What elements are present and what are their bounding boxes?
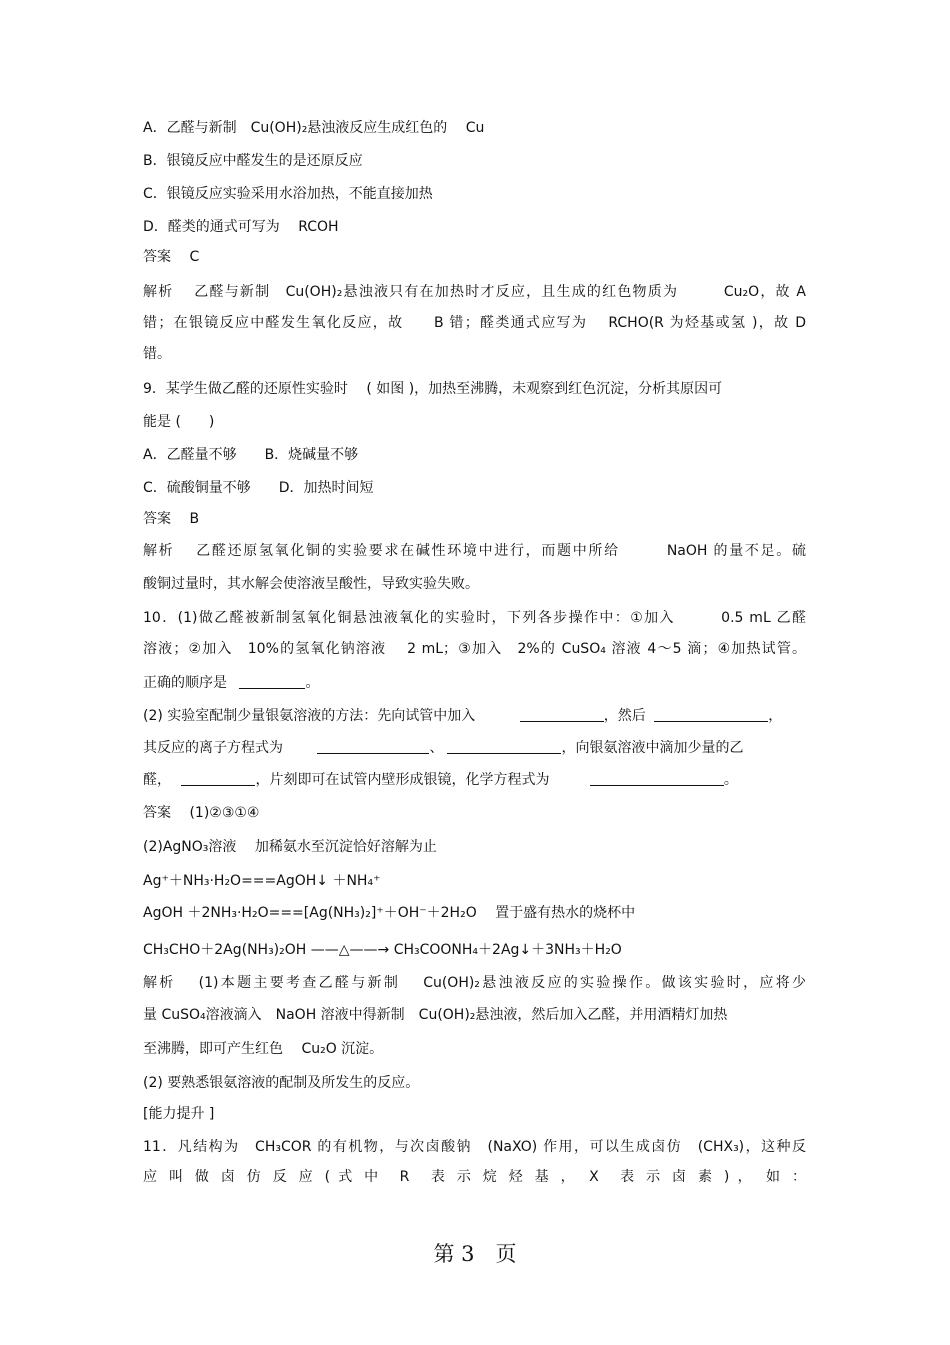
period: 。 (305, 675, 320, 691)
question-11-line-1: 11．凡结构为 CH₃COR 的有机物，与次卤酸钠 (NaXO) 作用，可以生成卤仿 (CHX₃)，这种反 (143, 1139, 806, 1155)
question-10-part-2-line-1 (143, 706, 782, 726)
mirror-text: ，片刻即可在试管内壁形成银镜，化学方程式为 (255, 772, 550, 788)
answer-blank (239, 674, 305, 689)
analysis-10-line-4: (2) 要熟悉银氨溶液的配制及所发生的反应。 (143, 1075, 420, 1091)
equation-3: CH₃CHO＋2Ag(NH₃)₂OH ——△——→ CH₃COONH₄＋2Ag↓＋3NH₃＋H₂O (143, 942, 622, 958)
separator: 、 (429, 740, 444, 756)
equation-2: AgOH ＋2NH₃·H₂O===[Ag(NH₃)₂]⁺＋OH⁻＋2H₂O 置于盛有热水的烧杯中 (143, 905, 636, 921)
analysis-9-line-1: 解析 乙醛还原氢氧化铜的实验要求在碱性环境中进行，而题中所给 NaOH 的量不足。硫 (143, 543, 806, 559)
answer-blank (654, 707, 768, 722)
section-heading: [能力提升 ] (143, 1106, 215, 1122)
question-10-part-2-line-3 (143, 770, 738, 790)
silver-ammonia-text: ，向银氨溶液中滴加少量的乙 (561, 740, 744, 756)
analysis-8-line-3: 错。 (143, 346, 171, 362)
question-11-line-2: 应 叫 做 卤 仿 反 应 ( 式 中 R 表 示 烷 烃 基 ， X 表 示 卤 素 ) ， 如 ： (143, 1169, 806, 1185)
equation-1: Ag⁺＋NH₃·H₂O===AgOH↓ ＋NH₄⁺ (143, 873, 381, 889)
analysis-10-line-1: 解析 (1)本题主要考查乙醛与新制 Cu(OH)₂悬浊液反应的实验操作。做该实验时，应将少 (143, 975, 806, 991)
ionic-equation-text: 其反应的离子方程式为 (143, 740, 283, 756)
option-row-cd: C．硫酸铜量不够 D．加热时间短 (143, 480, 374, 496)
answer-blank (317, 739, 429, 754)
comma: ， (768, 708, 783, 724)
option-d: D．醛类的通式可写为 RCOH (143, 219, 339, 235)
analysis-9-line-2: 酸铜过量时，其水解会使溶液呈酸性，导致实验失败。 (143, 576, 479, 592)
question-10-part-2-line-2 (143, 738, 743, 758)
aldehyde-text: 醛， (143, 772, 171, 788)
part-2-text: (2) 实验室配制少量银氨溶液的方法：先向试管中加入 (143, 708, 476, 724)
answer-8: 答案 C (143, 249, 200, 265)
answer-blank (181, 771, 255, 786)
answer-9: 答案 B (143, 511, 200, 527)
answer-10-part-1: 答案 (1)②③①④ (143, 805, 260, 821)
option-a: A．乙醛与新制 Cu(OH)₂悬浊液反应生成红色的 Cu (143, 120, 485, 136)
question-9-line-2: 能是 ( ) (143, 414, 215, 430)
analysis-10-line-3: 至沸腾，即可产生红色 Cu₂O 沉淀。 (143, 1041, 384, 1057)
answer-blank (590, 771, 724, 786)
analysis-8-line-2: 错；在银镜反应中醛发生氧化反应，故 B 错；醛类通式应写为 RCHO(R 为烃基或氢 )，故 D (143, 315, 806, 331)
analysis-10-line-2: 量 CuSO₄溶液滴入 NaOH 溶液中得新制 Cu(OH)₂悬浊液，然后加入乙醛，并用酒精灯加热 (143, 1007, 728, 1023)
period: 。 (723, 772, 738, 788)
option-row-ab: A．乙醛量不够 B．烧碱量不够 (143, 447, 359, 463)
question-10-line-3 (143, 673, 319, 693)
answer-blank (447, 739, 561, 754)
question-10-line-1: 10．(1)做乙醛被新制氢氧化铜悬浊液氧化的实验时，下列各步操作中：①加入 0.5 mL 乙醛 (143, 610, 806, 626)
question-9-line-1: 9．某学生做乙醛的还原性实验时 ( 如图 )，加热至沸腾，未观察到红色沉淀，分析其原因可 (143, 381, 723, 397)
option-b: B．银镜反应中醛发生的是还原反应 (143, 153, 363, 169)
question-10-line-2: 溶液；②加入 10%的氢氧化钠溶液 2 mL；③加入 2%的 CuSO₄ 溶液 4～5 滴；④加热试管。 (143, 641, 806, 657)
page-number: 第 3 页 (433, 1242, 517, 1266)
analysis-8-line-1: 解析 乙醛与新制 Cu(OH)₂悬浊液只有在加热时才反应，且生成的红色物质为 Cu₂O，故 A (143, 284, 806, 300)
order-label: 正确的顺序是 (143, 675, 227, 691)
option-c: C．银镜反应实验采用水浴加热，不能直接加热 (143, 186, 433, 202)
answer-10-part-2: (2)AgNO₃溶液 加稀氨水至沉淀恰好溶解为止 (143, 839, 437, 855)
then-text: ，然后 (603, 708, 646, 724)
answer-blank (520, 707, 604, 722)
